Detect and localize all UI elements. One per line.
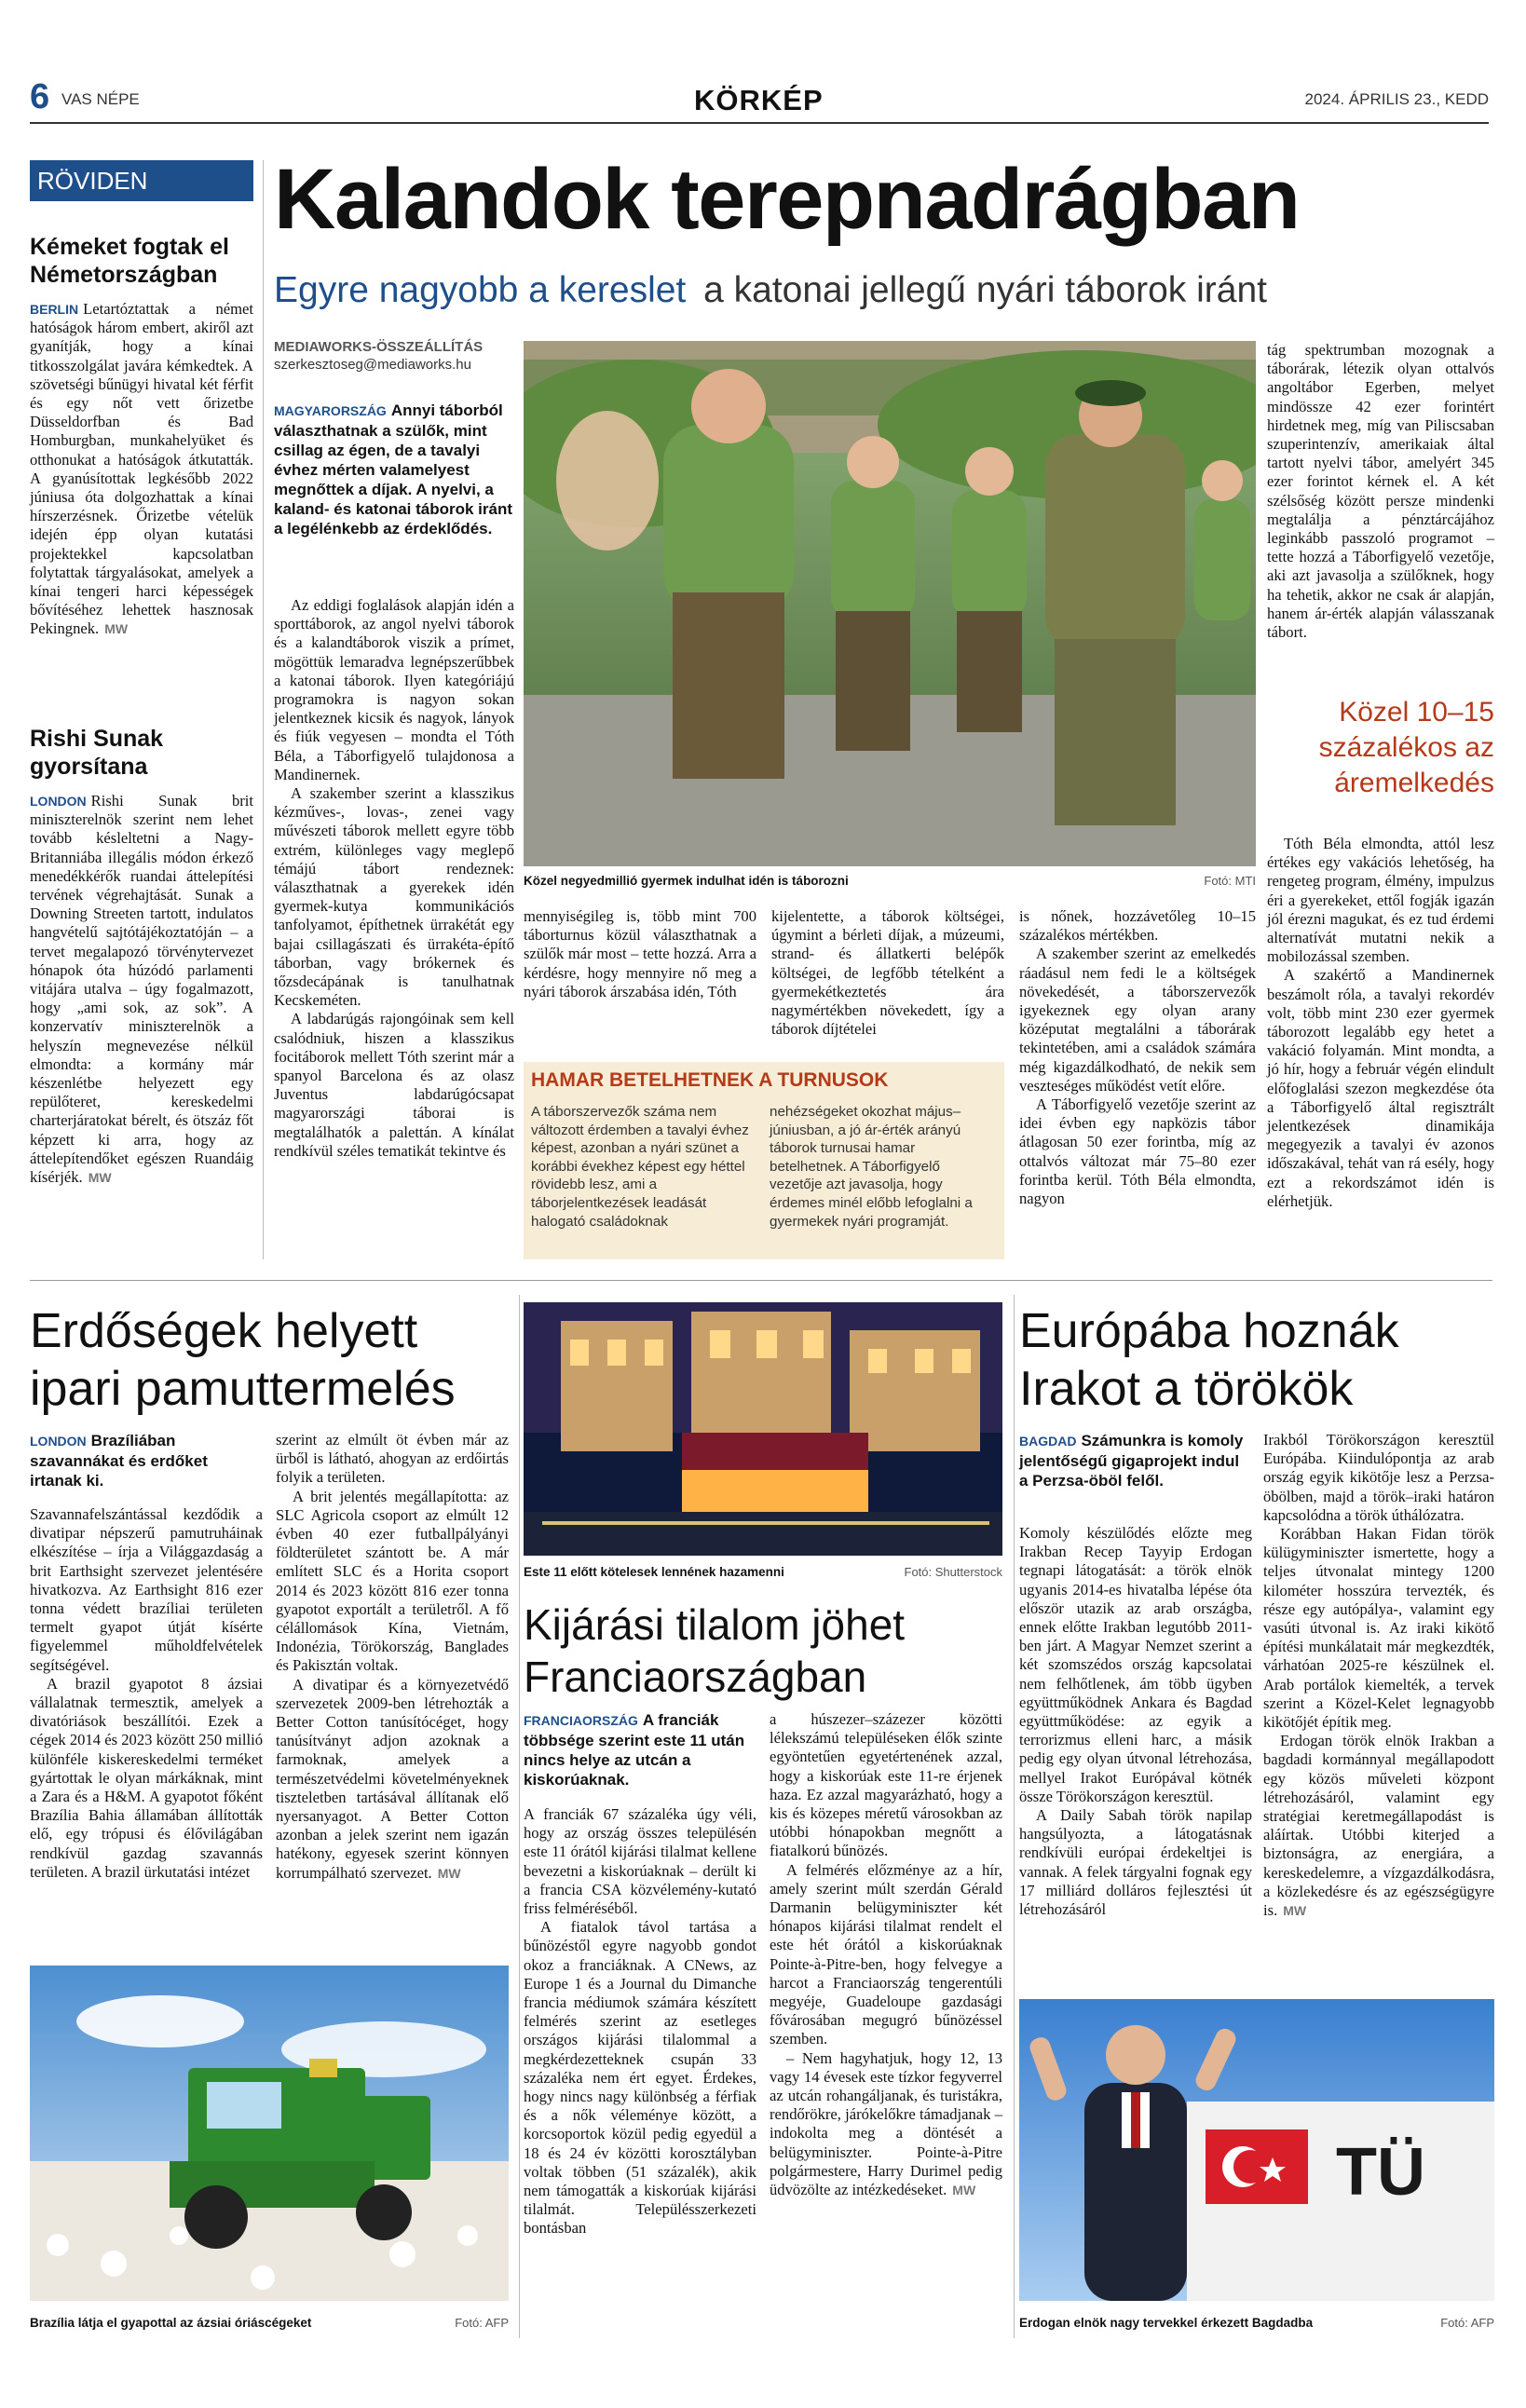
- cotton-divider: [519, 1295, 520, 2338]
- france-title: Kijárási tilalom jöhet Franciaországban: [524, 1600, 906, 1701]
- sidebar-story2-sign: MW: [88, 1170, 112, 1186]
- main-col4: is nőnek, hozzávetőleg 10–15 százalékos mértékben. A szakember szerint az emelkedés ráadásul nem fedi le a költségek növekedését, a táborszervezők igyekeznek egy olyan arany középutat megtalálni a táborárak tekintetében, ami a családok számára még kigazdálkodható, de nekik sem veszteséges működést vetít előre. A Táborfigyelő vezetője szerint az idei évben egy napközis tábor átlagosan 50 ezer forintba, míg az ottalvós változat már 75–80 ezer forintba kerül. Tóth Béla elmondta, nagyon: [1019, 907, 1256, 1208]
- sidebar-story1-keyword: BERLIN: [30, 302, 79, 317]
- france-col2: a húszezer–százezer közötti lélekszámú településeken élők szinte egyöntetűen egyetértenének azzal, hogy a kiskorúak este 11-re érjenek haza. Ez azzal magyarázható, hogy a kis és közepes méretű városokban az utóbbi hónapokban megnőtt a fiatalkorú bűnözés. A felmérés előzménye az a hír, amely szerint múlt szerdán Gérald Darmanin belügyminiszter két hónapos kijárási tilalmat rendelt el este hét órától a kiskorúaknak Pointe-à-Pitre-ben, hogy felvegye a harcot a Franciaország tengerentúli megyéje, Guadeloupe gazdasági fővárosában megugró bűnözéssel szemben. – Nem hagyhatjuk, hogy 12, 13 vagy 14 évesek este tízkor fegyverrel az utcán rohangáljanak, és turistákra, rendőrökre, járókelőkre támadjanak – indokolta meg a döntését a belügyminiszter. Pointe-à-Pitre polgármestere, Harry Durimel pedig üdvözölte az intézkedéseket. MW: [770, 1710, 1002, 2199]
- sidebar-story2-keyword: LONDON: [30, 794, 87, 809]
- cotton-col2: szerint az elmúlt öt évben már az ürből is látható, ahogyan az erdőirtás folyik a területen. A brit jelentés megállapította: az SLC Agricola csoport az elmúlt 12 évben 40 ezer futballpályányi földterületet szántott be. A már említett SLC és a Horita csoport 2014 és 2023 között 816 ezer tonna gyapotot exportált a területről. A fő célállomások Kína, Vietnám, Indonézia, Törökország, Banglades és Pakisztán voltak. A divatipar és a környezetvédő szervezetek 2009-ben létrehozták a Better Cotton tanúsítócéget, hogy tanúsítványt adjon azoknak a farmoknak, amelyek a természetvédelmi követelményeknek tiszteletben tartásával állítanak elő nyersanyagot. A Better Cotton azonban a jelek szerint nem igazán hatékony, egyesek szerint könnyen korrumpálható szervezet. MW: [276, 1431, 509, 1882]
- france-lead: FRANCIAORSZÁG A franciák többsége szerint este 11 után nincs helye az utcán a kiskorúaknak.: [524, 1711, 745, 1789]
- main-photo-credit: Fotó: MTI: [1204, 874, 1256, 888]
- paper-name: VAS NÉPE: [61, 90, 140, 108]
- main-subtitle-rest: a katonai jellegű nyári táborok iránt: [703, 270, 1267, 310]
- sidebar-story2-title: Rishi Sunak gyorsítana: [30, 726, 164, 780]
- france-keyword: FRANCIAORSZÁG: [524, 1713, 638, 1728]
- info-box-left: A táborszervezők száma nem változott érdemben a tavalyi évhez képest, azonban a nyári szünet a korábbi évekhez képest egy héttel rövidebb lesz, ami a táborjelentkezések leadását halogató családoknak: [531, 1104, 749, 1230]
- iraq-col2: Irakból Törökországon keresztül Európába. Kiindulópontja az arab ország egyik kikötője lesz a Perzsa-öbölben, majd a török–iraki határon kapcsolódna a török úthálózatra. Korábban Hakan Fidan török külügyminiszter ismertette, hogy a teljes útvonalat mintegy 1200 kilométer hosszúra tervezték, és része egy autópálya-, valamint egy vasúti útvonal is. Az iraki kikötő építési munkálatait már megkezdték, várhatóan 2025-re készülnek el. Arab portálok kiemelték, a tervek szerint a Közel-Kelet legnagyobb kikötőjét építik meg. Erdogan török elnök Irakban a bagdadi kormánnyal megállapodott egy közös műveleti központ létrehozásáról, valamint egy stratégiai keretmegállapodást is aláírtak. Utóbbi kiterjed a biztonságra, az energiára, a kereskedelemre, a vízgazdálkodásra, a közlekedésre és az egészségügyre is. MW: [1263, 1431, 1494, 1920]
- section-rule: [30, 1280, 1492, 1281]
- pullquote: Közel 10–15 százalékos az áremelkedés: [1318, 697, 1494, 798]
- main-email: szerkesztoseg@mediaworks.hu: [274, 357, 471, 373]
- france-photo-caption: Este 11 előtt kötelesek lennének hazamenni Fotó: Shutterstock: [524, 1565, 1002, 1579]
- iraq-photo: [1019, 1999, 1494, 2301]
- info-box-right: nehézségeket okozhat május–júniusban, a jó ár-érték arányú táborok turnusai hamar betelhetnek. A Táborfigyelő vezetője azt javasolja, hogy érdemes minél előbb lefoglalni a gyermekek nyári programját.: [770, 1104, 973, 1230]
- main-subtitle: [274, 270, 1267, 311]
- iraq-caption: Erdogan elnök nagy tervekkel érkezett Bagdadba Fotó: AFP: [1019, 2316, 1494, 2330]
- sidebar-story1-body: BERLIN Letartóztattak a német hatóságok három embert, akiről azt gyanítják, hogy a kínai titkosszolgálat javára kémkedtek. A szövetségi bűnügyi hivatal két férfit és egy nőt vett őrizetbe Düsseldorfban és Bad Homburgban, munkahelyüket és otthonukat a hatóságok átkutatták. A gyanúsítottak legkésőbb 2022 júniusa óta dolgozhattak a kínai hírszerzésnek. Őrizetbe vételük idején épp olyan kutatási projektekkel kapcsolatban folytattak tárgyalásokat, amelyek a kínai tengeri harci képességek bővítéséhez lehettek hasznosak Pekingnek. MW: [30, 300, 253, 638]
- france-photo-credit: Fotó: Shutterstock: [904, 1565, 1002, 1579]
- iraq-keyword: BAGDAD: [1019, 1434, 1077, 1449]
- france-sign: MW: [952, 2183, 976, 2198]
- france-photo: [524, 1302, 1002, 1556]
- sidebar-divider: [263, 160, 264, 1259]
- main-photo: [524, 341, 1256, 866]
- main-col1: Az eddigi foglalások alapján idén a sporttáborok, az angol nyelvi táborok és a kalandtáborok viszik a prímet, mögöttük lemaradva legnépszerűbbek a katonai táborok. Ilyen kategóriájú programokra is nagyon sokan jelentkeznek kicsik és nagyok, lányok és fiúk vegyesen – mondta el Tóth Béla, a Táborfigyelő tulajdonosa a Mandinernek. A szakember szerint a klasszikus kézműves-, lovas-, zenei vagy művészeti táborok mellett egyre több extrém, különleges vagy meglepő témájú tábort rendeznek: választhatnak a gyerekek idén gyermek-kutya kommunikációs tanfolyamot, építhetnek ürrakétát egy bajai csillagászati és ürrakéta-építő táborban, vagy brókernek és tőzsdecápának is tanulhatnak Kecskeméten. A labdarúgás rajongóinak sem kell csalódniuk, hiszen a klasszikus focitáborok mellett Tóth szerint már a spanyol Barcelona és az olasz Juventus labdarúgócsapat magyarországi táborai is megtalálhatók a palettán. A kínálat rendkívül széles tematikát tekintve és: [274, 596, 514, 1160]
- cotton-photo: [30, 1966, 509, 2301]
- france-col1: A franciák 67 százaléka úgy véli, hogy az ország összes településén este 11 órától kijárási tilalmat kellene bevezetni a kiskorúaknak – derült ki a francia CSA közvélemény-kutató friss felméréséből. A fiatalok távol tartása a bűnözéstől egyre nagyobb gondot okoz a franciáknak. A CNews, az Europe 1 és a Journal du Dimanche francia médiumok számára készített felmérés szerint az esetleges országos kijárási tilalommal a megkérdezetteknek csupán 33 százaléka nem ért egyet. Érdekes, hogy nincs nagy különbség a férfiak és a nők véleménye között, a korcsoportok közül pedig egyedül a 18 és 24 év közötti korosztályban voltak többen (51 százalék), akik nem támogatták a kiskorúak kijárási tilalmát. Településszerkezeti bontásban: [524, 1805, 756, 2238]
- main-lead: MAGYARORSZÁG Annyi táborból választhatnak a szülők, mint csillag az égen, de a tavalyi évhez mérten valamelyest megnőttek a díjak. A nyelvi, a kaland- és katonai táborok iránt a legélénkebb az érdeklődés.: [274, 401, 513, 537]
- info-box-title: HAMAR BETELHETNEK A TURNUSOK: [531, 1069, 889, 1091]
- france-divider: [1014, 1295, 1015, 2338]
- cotton-caption: Brazília látja el gyapottal az ázsiai óriáscégeket Fotó: AFP: [30, 2316, 509, 2330]
- main-keyword: MAGYARORSZÁG: [274, 403, 387, 418]
- cotton-sign: MW: [437, 1865, 461, 1881]
- info-box: [524, 1062, 1004, 1259]
- iraq-credit: Fotó: AFP: [1440, 2316, 1494, 2330]
- header-rule: [30, 122, 1489, 124]
- page-number: 6: [30, 77, 50, 116]
- cotton-lead: LONDON Brazíliában szavannákat és erdőket irtanak ki.: [30, 1432, 208, 1490]
- cotton-title: Erdőségek helyett ipari pamuttermelés: [30, 1304, 456, 1416]
- main-col3: kijelentette, a táborok költségei, úgymint a bérleti díjak, a múzeumi, strand- és állatkerti belépők költségei, de legfőbb tételként a gyermekétkeztetés ára nagymértékben növekedett, így a táborok díjtételei: [771, 907, 1004, 1039]
- cotton-keyword: LONDON: [30, 1434, 87, 1449]
- main-photo-caption: Közel negyedmillió gyermek indulhat idén is táborozni Fotó: MTI: [524, 874, 1256, 888]
- sidebar-story1-sign: MW: [104, 621, 129, 637]
- sidebar-label: RÖVIDEN: [30, 160, 253, 201]
- main-author: MEDIAWORKS-ÖSSZEÁLLÍTÁS szerkesztoseg@mediaworks.hu: [274, 339, 516, 373]
- iraq-title: Európába hoznák Irakot a törökök: [1019, 1304, 1399, 1416]
- sidebar-story2-body: LONDON Rishi Sunak brit miniszterelnök szerint nem lehet tovább késleltetni a Nagy-Britanniába illegális módon érkező menedékkérők ruandai áttelepítési tervének végrehajtását. Sunak a Downing Streeten tartott, indulatos hangvételű sajtótájékoztatóján – a tervet megalapozó törvénytervezet hónapok óta húzódó parlamenti vitájára utalva – úgy fogalmazott, hogy „ami sok, az sok”. A konzervatív miniszterelnök a helyszín megnevezése nélkül elmondta: a kormány már készenlétbe helyezett egy repülőteret, kereskedelmi charterjáratokat bérelt, és ötszáz főt képzett ki arra, hogy az áttelepítendőket egészen Ruandáig kísérjék. MW: [30, 792, 253, 1187]
- iraq-sign: MW: [1283, 1903, 1307, 1919]
- section-name: KÖRKÉP: [694, 84, 824, 116]
- issue-date: 2024. ÁPRILIS 23., KEDD: [1304, 90, 1489, 108]
- cotton-col1: Szavannafelszántással kezdődik a divatipar népszerű pamutruháinak elkészítése – írja a Világgazdaság a brit Earthsight szervezet jelentésére hivatkozva. Az Earthsight 816 ezer tonna védett brazíliai területen termelt gyapot útját kísérte figyelemmel műholdfelvételek segítségével. A brazil gyapotot 8 ázsiai vállalatnak termesztik, amelyek a divatóriások beszállítói. Ezek a cégek 2014 és 2023 között 250 millió különféle kiskereskedelmi terméket gyártottak le olyan márkáknak, mint a Zara és a H&M. A gyapotot főként Brazília Bahia államában állították elő, egy trópusi és élővilágában rendkívül gazdag szavannás területen. A brazil ürkutatási intézet: [30, 1505, 263, 1881]
- iraq-col1: Komoly készülődés előzte meg Irakban Recep Tayyip Erdogan tegnapi látogatását: a török elnök ugyanis 2014-es hivatalba lépése óta először utazik az arab országba, ennek előtte Irakban legutóbb 2011-ben járt. A Magyar Nemzet szerint a két szomszédos ország kapcsolatai nem felhőtlenek, ám több ügyben együttműködnek Ankara és Bagdad együttműködése: az egyik a terrorizmus elleni harc, a másik pedig egy olyan útvonal létrehozása, mellyel Irakot Európával kötnék össze Törökországon keresztül. A Daily Sabah török napilap hangsúlyozta, a látogatásnak rendkívüli európai érdekeltjei is vannak. A felek tárgyalni fognak egy 17 milliárd dolláros fejlesztési út létrehozásáról: [1019, 1524, 1252, 1919]
- main-col2: mennyiségileg is, több mint 700 táborturnus közül választhatnak a szülők már most – tette hozzá. Arra a kérdésre, hogy mennyire nő meg a nyári táborok árszabása idén, Tóth: [524, 907, 756, 1000]
- main-subtitle-bold: Egyre nagyobb a kereslet: [274, 270, 687, 310]
- sidebar-story1-title: Kémeket fogtak el Németországban: [30, 234, 229, 288]
- iraq-lead: BAGDAD Számunkra is komoly jelentőségű gigaprojekt indul a Perzsa-öböl felől.: [1019, 1432, 1244, 1490]
- main-col5: tág spektrumban mozognak a táborárak, létezik olyan ottalvós angoltábor Egerben, melyet mindössze 42 ezer forintért hirdetnek meg, míg van Piliscsaban szuperintenzív, amerikaiak által tartott nyelvi tábor, amelyért 345 ezer forintot kérnek el. A két szélsőség között persze mindenki megtalálja a pénztárcájához leginkább passzoló programot – tette hozzá a Táborfigyelő vezetője, aki azt javasolja a szülőknek, hogy ha tehetik, akkor ne csak ár alapján, hanem ár-érték alapján válasszanak tábort.: [1267, 341, 1494, 642]
- plane-lettering: TÜ: [1336, 2135, 1425, 2210]
- main-col5b: Tóth Béla elmondta, attól lesz értékes egy vakációs lehetőség, ha rengeteg program, élmény, impulzus éri a gyerekeket, ettől fogják igazán jól érezni magukat, és ez tud érdemi alternatívát mutatni nekik a mobilozással szemben. A szakértő a Mandinernek beszámolt róla, a tavalyi rekordév volt, több mint 230 ezer gyermek táborozott legalább egy hetet a vakáció folyamán. Mint mondta, a jó hír, hogy a február végén elindult előfoglalási szezon megkezdése óta a Táborfigyelő által regisztrált jelentkezések dinamikája megegyezik a tavalyi év azonos időszakával, tehát van rá esély, hogy ezt a rekordszámot idén is elérhetjük.: [1267, 835, 1494, 1210]
- main-title: Kalandok terepnadrágban: [274, 152, 1300, 247]
- cotton-credit: Fotó: AFP: [455, 2316, 509, 2330]
